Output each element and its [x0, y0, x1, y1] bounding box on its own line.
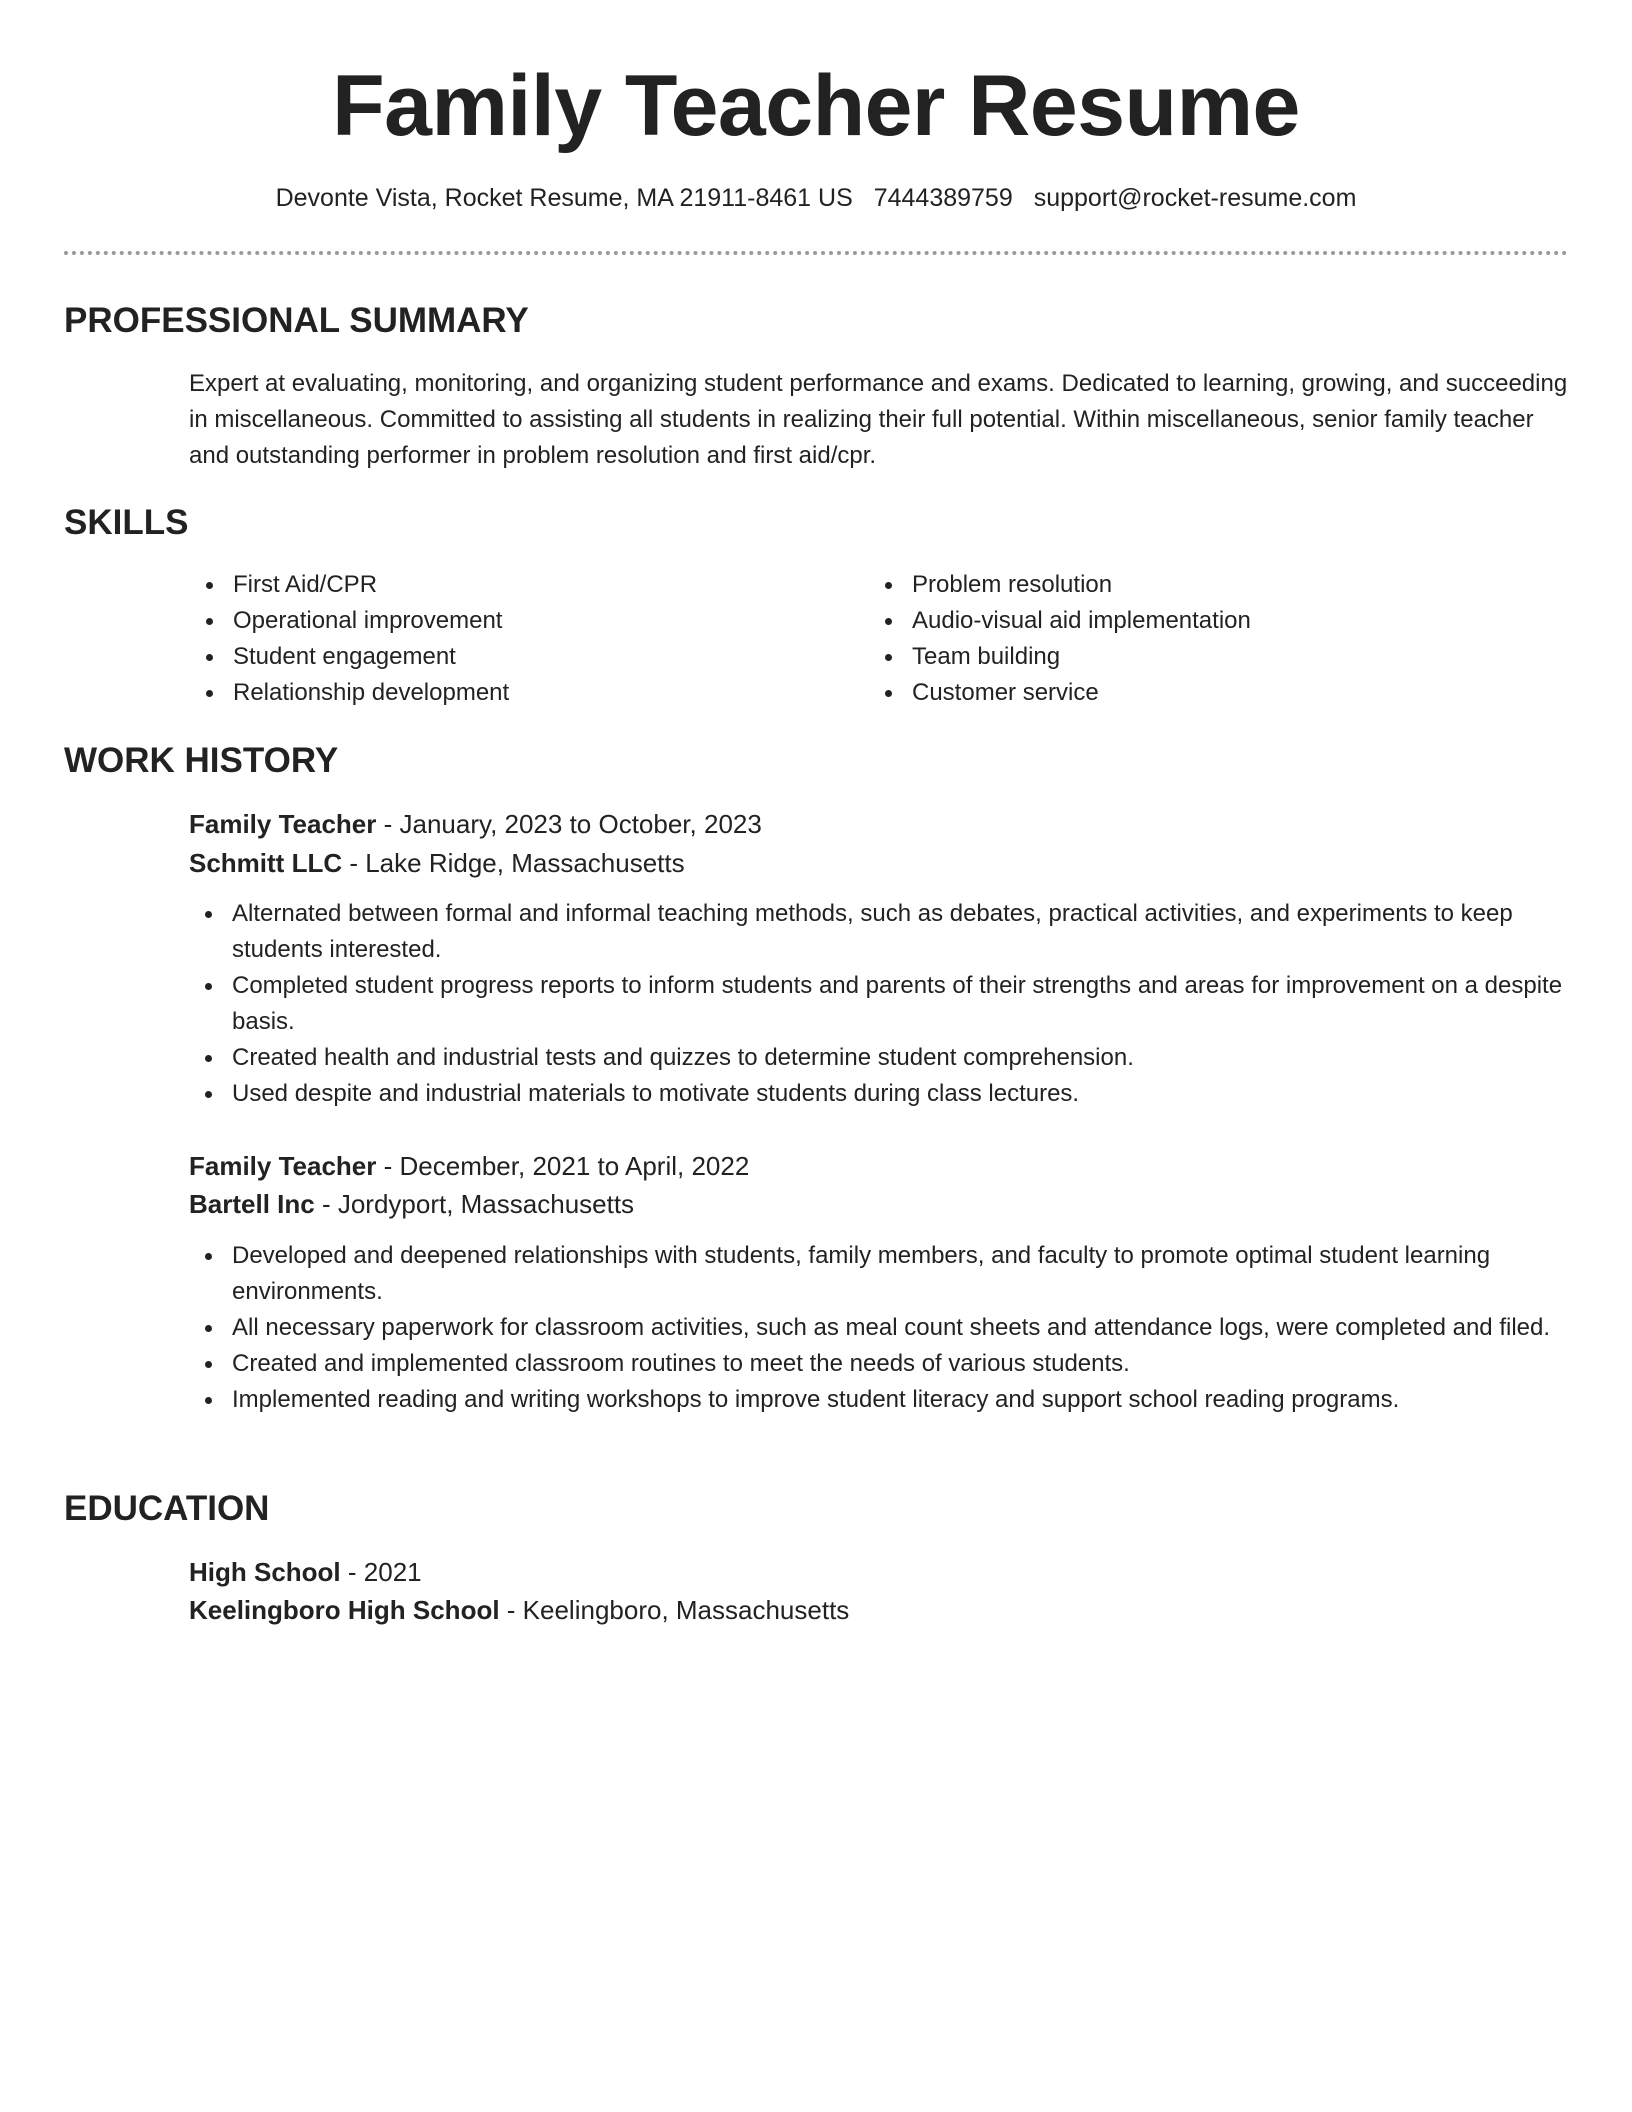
job-location: - Lake Ridge, Massachusetts	[342, 848, 685, 878]
job-duty: Created and implemented classroom routines to meet the needs of various students.	[232, 1346, 1568, 1382]
job-duty: Alternated between formal and informal teaching methods, such as debates, practical activities, and experiments to keep students interested.	[232, 896, 1568, 968]
job-company: Schmitt LLC	[189, 848, 343, 878]
contact-line	[0, 181, 1632, 215]
job-title: Family Teacher	[189, 809, 377, 839]
job-duty: Created health and industrial tests and quizzes to determine student comprehension.	[232, 1040, 1568, 1076]
education-school-line	[189, 1591, 1568, 1629]
job-title: Family Teacher	[189, 1151, 377, 1181]
education-school: Keelingboro High School	[189, 1595, 500, 1625]
resume-title: Family Teacher Resume	[332, 58, 1300, 154]
job-title-line	[189, 805, 1568, 843]
job-entry	[189, 1147, 1568, 1418]
job-duty: Completed student progress reports to inform students and parents of their strengths and areas for improvement on a despite basis.	[232, 968, 1568, 1040]
job-duty: All necessary paperwork for classroom activities, such as meal count sheets and attendance logs, were completed and filed.	[232, 1310, 1568, 1346]
education-degree: High School	[189, 1557, 341, 1587]
education-heading: EDUCATION	[64, 1489, 270, 1528]
education-location: - Keelingboro, Massachusetts	[499, 1595, 850, 1625]
skills-left-column	[189, 567, 829, 711]
skill-item: Relationship development	[233, 675, 829, 711]
job-duty: Developed and deepened relationships with students, family members, and faculty to promote optimal student learning environments.	[232, 1238, 1568, 1310]
job-duties	[188, 1238, 1568, 1418]
skill-item: Operational improvement	[233, 603, 829, 639]
job-location: - Jordyport, Massachusetts	[314, 1189, 635, 1219]
work-heading: WORK HISTORY	[64, 741, 339, 780]
education-year: - 2021	[340, 1557, 422, 1587]
contact-address: Devonte Vista, Rocket Resume, MA 21911-8461 US	[275, 184, 853, 212]
job-company-line	[189, 844, 1568, 882]
skill-item: Audio-visual aid implementation	[912, 603, 1508, 639]
header-divider	[64, 251, 1568, 255]
job-dates: - December, 2021 to April, 2022	[376, 1151, 750, 1181]
contact-email: support@rocket-resume.com	[1033, 184, 1357, 212]
job-title-line	[189, 1147, 1568, 1185]
summary-text: Expert at evaluating, monitoring, and organizing student performance and exams. Dedicated to learning, growing, and succeeding in miscellaneous. Committed to assisting all students in realizing their full potential. Within miscellaneous, senior family teacher and outstanding performer in problem resolution and first aid/cpr.	[189, 370, 1568, 469]
job-dates: - January, 2023 to October, 2023	[376, 809, 762, 839]
education-degree-line	[189, 1553, 1568, 1591]
skill-item: First Aid/CPR	[233, 567, 829, 603]
job-entry	[189, 805, 1568, 1112]
skills-heading: SKILLS	[64, 503, 189, 542]
contact-phone: 7444389759	[873, 184, 1013, 212]
skill-item: Student engagement	[233, 639, 829, 675]
job-duty: Implemented reading and writing workshops to improve student literacy and support school reading programs.	[232, 1382, 1568, 1418]
skills-right-column	[868, 567, 1508, 711]
skill-item: Problem resolution	[912, 567, 1508, 603]
education-entry	[189, 1553, 1568, 1629]
job-company: Bartell Inc	[189, 1189, 315, 1219]
job-duties	[188, 896, 1568, 1112]
summary-heading: PROFESSIONAL SUMMARY	[64, 301, 529, 340]
skill-item: Customer service	[912, 675, 1508, 711]
skill-item: Team building	[912, 639, 1508, 675]
job-company-line	[189, 1185, 1568, 1223]
job-duty: Used despite and industrial materials to motivate students during class lectures.	[232, 1076, 1568, 1112]
